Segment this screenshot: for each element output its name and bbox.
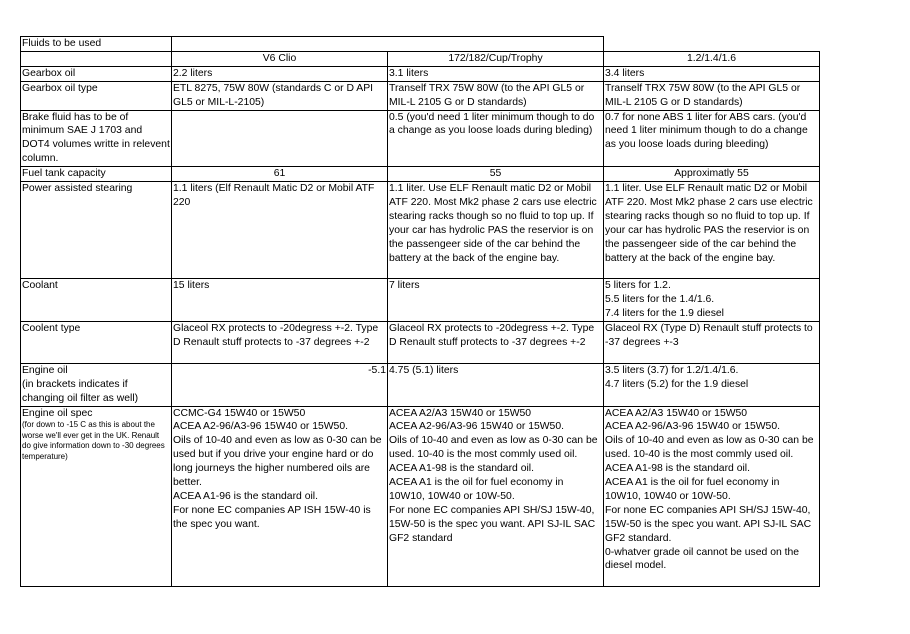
row-label: Gearbox oil	[21, 66, 172, 81]
row-label-engine-oil-spec	[21, 406, 172, 586]
cell-cup: Glaceol RX protects to -20degress +-2. Type D Renault stuff protects to -37 degrees +-2	[388, 321, 604, 363]
row-label: Fuel tank capacity	[21, 167, 172, 182]
row-label: Brake fluid has to be of minimum SAE J 1703 and DOT4 volumes writte in relevent column.	[21, 110, 172, 167]
column-header-cup: 172/182/Cup/Trophy	[388, 51, 604, 66]
cell-small: Tranself TRX 75W 80W (to the API GL5 or MIL-L 2105 G or D standards)	[604, 81, 820, 110]
cell-v6: ETL 8275, 75W 80W (standards C or D API GL5 or MIL-L-2105)	[172, 81, 388, 110]
cell-small: 1.1 liter. Use ELF Renault matic D2 or Mobil ATF 220. Most Mk2 phase 2 cars use electric stearing racks though so no fluid to top up. If your car has hydrolic PAS the reservior is on the passengeer side of the car behind the battery at the back of the engine bay.	[604, 182, 820, 279]
cell-cup: 55	[388, 167, 604, 182]
cell-small: 3.4 liters	[604, 66, 820, 81]
cell-cup: 1.1 liter. Use ELF Renault matic D2 or Mobil ATF 220. Most Mk2 phase 2 cars use electric stearing racks though so no fluid to top up. If your car has hydrolic PAS the reservior is on the passengeer side of the car behind the battery at the back of the engine bay.	[388, 182, 604, 279]
column-header-small: 1.2/1.4/1.6	[604, 51, 820, 66]
fluids-table	[20, 36, 820, 587]
cell-v6: -5.1	[172, 363, 388, 406]
table-row	[21, 406, 820, 586]
table-row	[21, 66, 820, 81]
cell-small: 0.7 for none ABS 1 liter for ABS cars. (you'd need 1 liter minimum though to do a change as you loose loads during bleeding)	[604, 110, 820, 167]
header-empty-cell	[21, 51, 172, 66]
row-label: Engine oil spec	[22, 407, 93, 419]
cell-cup: ACEA A2/A3 15W40 or 15W50 ACEA A2-96/A3-96 15W40 or 15W50. Oils of 10-40 and even as low as 0-30 can be used. 10-40 is the most commly used oil. ACEA A1-98 is the standard oil. ACEA A1 is the oil for fuel economy in 10W10, 10W40 or 10W-50. For none EC companies API SH/SJ 15W-40, 15W-50 is the spec you want. API SJ-IL SAC GF2 standard	[388, 406, 604, 586]
cell-small: Approximatly 55	[604, 167, 820, 182]
cell-v6: 15 liters	[172, 279, 388, 322]
title-row	[21, 37, 820, 52]
header-row	[21, 51, 820, 66]
table-row	[21, 321, 820, 363]
table-row	[21, 167, 820, 182]
cell-v6: CCMC-G4 15W40 or 15W50 ACEA A2-96/A3-96 15W40 or 15W50. Oils of 10-40 and even as low as 0-30 can be used but if you drive your engine hard or do long journeys the higher numbered oils are better. ACEA A1-96 is the standard oil. For none EC companies AP ISH 15W-40 is the spec you want.	[172, 406, 388, 586]
column-header-v6: V6 Clio	[172, 51, 388, 66]
cell-cup: 4.75 (5.1) liters	[388, 363, 604, 406]
table-row	[21, 363, 820, 406]
cell-v6: 61	[172, 167, 388, 182]
cell-small: 5 liters for 1.2. 5.5 liters for the 1.4/1.6. 7.4 liters for the 1.9 diesel	[604, 279, 820, 322]
empty-cell	[604, 37, 820, 52]
row-label: Power assisted stearing	[21, 182, 172, 279]
cell-v6	[172, 110, 388, 167]
cell-cup: Tranself TRX 75W 80W (to the API GL5 or MIL-L 2105 G or D standards)	[388, 81, 604, 110]
cell-v6: 2.2 liters	[172, 66, 388, 81]
cell-v6: Glaceol RX protects to -20degress +-2. Type D Renault stuff protects to -37 degrees +-2	[172, 321, 388, 363]
row-label: Engine oil (in brackets indicates if changing oil filter as well)	[21, 363, 172, 406]
cell-v6: 1.1 liters (Elf Renault Matic D2 or Mobil ATF 220	[172, 182, 388, 279]
table-row	[21, 81, 820, 110]
table-row	[21, 279, 820, 322]
cell-small: 3.5 liters (3.7) for 1.2/1.4/1.6. 4.7 liters (5.2) for the 1.9 diesel	[604, 363, 820, 406]
cell-cup: 7 liters	[388, 279, 604, 322]
title-spacer-cell	[172, 37, 604, 52]
table-row	[21, 182, 820, 279]
table-title: Fluids to be used	[21, 37, 172, 52]
cell-small: ACEA A2/A3 15W40 or 15W50 ACEA A2-96/A3-96 15W40 or 15W50. Oils of 10-40 and even as low as 0-30 can be used. 10-40 is the most commly used oil. ACEA A1-98 is the standard oil. ACEA A1 is the oil for fuel economy in 10W10, 10W40 or 10W-50. For none EC companies API SH/SJ 15W-40, 15W-50 is the spec you want. API SJ-IL SAC GF2 standard. 0-whatver grade oil cannot be used on the diesel model.	[604, 406, 820, 586]
table-row	[21, 110, 820, 167]
row-label-note: (for down to -15 C as this is about the worse we'll ever get in the UK. Renault do give information down to -30 degrees temperature)	[22, 420, 165, 461]
cell-cup: 3.1 liters	[388, 66, 604, 81]
row-label: Gearbox oil type	[21, 81, 172, 110]
row-label: Coolent type	[21, 321, 172, 363]
row-label: Coolant	[21, 279, 172, 322]
cell-small: Glaceol RX (Type D) Renault stuff protects to -37 degrees +-3	[604, 321, 820, 363]
cell-cup: 0.5 (you'd need 1 liter minimum though to do a change as you loose loads during bleding)	[388, 110, 604, 167]
